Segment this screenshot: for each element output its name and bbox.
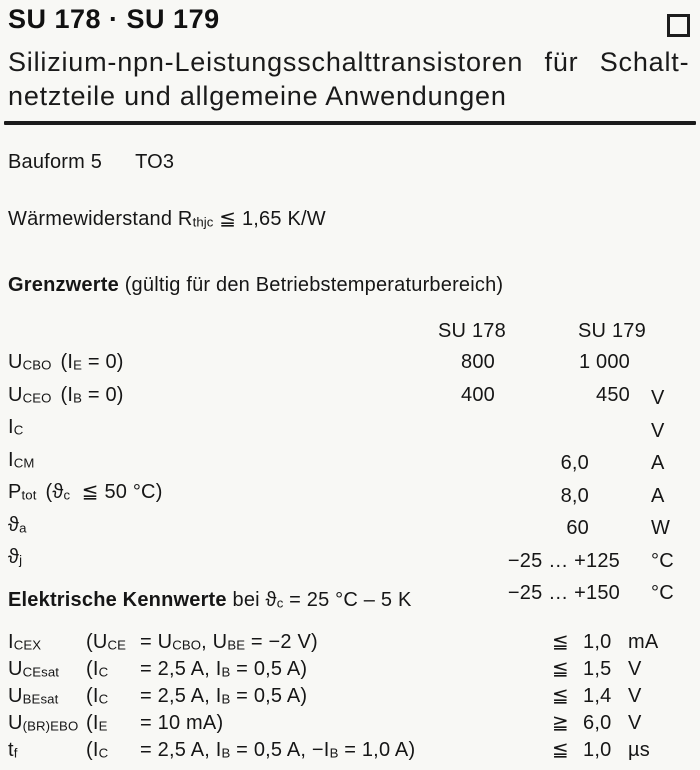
- value-su179: 450: [596, 383, 630, 406]
- value-su178: [385, 476, 495, 512]
- value-su179: [495, 444, 630, 480]
- parameter-condition: (ϑc ≦ 50 °C): [45, 481, 163, 503]
- limit-value: 6,0: [583, 712, 612, 734]
- limit-value: 1,0: [583, 631, 612, 653]
- parameter-symbol: ϑj: [8, 546, 23, 568]
- parameter-condition: (IB = 0): [60, 383, 124, 406]
- limit-sign: ≦: [552, 631, 569, 653]
- parameter-symbol: U(BR)EBO: [8, 712, 79, 734]
- unit-label: V: [651, 419, 665, 442]
- package-code: TO3: [135, 151, 175, 173]
- unit-label: °C: [651, 582, 674, 605]
- limit-sign: ≧: [552, 712, 569, 734]
- unit-label: V: [628, 685, 642, 707]
- parameter-symbol: UCBO: [8, 351, 52, 373]
- unit-label: mA: [628, 631, 659, 653]
- subtitle: [8, 45, 698, 113]
- condition-variable: (IE: [86, 712, 108, 734]
- subtitle-line-1: Silizium-npn-Leistungsschalttransistoren für Schalt-: [8, 47, 690, 77]
- grenzwerte-section-heading: Grenzwerte (gültig für den Betriebstemperaturbereich): [8, 274, 504, 296]
- parameter-symbol: ICM: [8, 448, 35, 471]
- parameter-label: [8, 541, 385, 577]
- characteristic-row: [0, 656, 700, 683]
- value-shared: −25 … +125: [507, 549, 620, 572]
- bauform-label: Bauform 5: [8, 151, 103, 173]
- characteristic-row: [0, 710, 700, 737]
- value-su179: [495, 411, 630, 447]
- limit-value: 1,4: [583, 685, 612, 707]
- limit-sign: ≦: [552, 739, 569, 761]
- parameter-symbol: Ptot: [8, 481, 37, 503]
- unit-label: V: [651, 387, 665, 410]
- condition-expression: = 2,5 A, IB = 0,5 A): [140, 685, 308, 707]
- limit-value: 1,5: [583, 658, 612, 680]
- parameter-symbol: UBEsat: [8, 685, 59, 707]
- page-title: SU 178 · SU 179: [8, 4, 220, 34]
- value-shared: 8,0: [560, 484, 589, 507]
- unit-label: µs: [628, 739, 650, 761]
- parameter-condition: (IE = 0): [60, 351, 124, 373]
- unit-label: V: [628, 658, 642, 680]
- value-shared: −25 … +150: [507, 582, 620, 605]
- unit-label: °C: [651, 549, 674, 572]
- parameter-label: [8, 346, 385, 382]
- parameter-symbol: IC: [8, 416, 24, 438]
- parameter-symbol: UCEsat: [8, 658, 60, 680]
- unit-label: A: [651, 452, 665, 475]
- limit-sign: ≦: [552, 658, 569, 680]
- value-su179: [495, 476, 630, 512]
- characteristic-row: [0, 737, 700, 764]
- limit-value: 1,0: [583, 739, 612, 761]
- condition-variable: (IC: [86, 658, 109, 680]
- kennwerte-table: [0, 629, 700, 764]
- value-su178: [385, 509, 495, 545]
- parameter-label: [8, 379, 385, 415]
- unit-label: A: [651, 484, 665, 507]
- value-su179: [495, 509, 630, 545]
- divider-rule: [4, 121, 696, 125]
- characteristic-row: [0, 683, 700, 710]
- condition-expression: = 2,5 A, IB = 0,5 A): [140, 658, 308, 680]
- parameter-symbol: UCEO: [8, 383, 52, 406]
- thermal-resistance-line: Wärmewiderstand Rthjc ≦ 1,65 K/W: [8, 208, 326, 230]
- subtitle-line-2: netzteile und allgemeine Anwendungen: [8, 81, 507, 111]
- parameter-label: [8, 444, 385, 480]
- condition-variable: (IC: [86, 685, 109, 707]
- kennwerte-section-heading: Elektrische Kennwerte bei ϑc = 25 °C – 5 K: [8, 589, 412, 611]
- column-header-su178: SU 178: [438, 320, 506, 342]
- package-info-line: [8, 151, 174, 174]
- unit-label: V: [628, 712, 642, 734]
- condition-expression: = UCBO, UBE = −2 V): [140, 631, 318, 653]
- value-su178: [385, 541, 495, 577]
- value-su179: [495, 541, 630, 577]
- parameter-label: [8, 476, 385, 512]
- value-su179: 1 000: [578, 351, 630, 373]
- condition-expression: = 10 mA): [140, 712, 224, 734]
- limit-sign: ≦: [552, 685, 569, 707]
- parameter-label: [8, 411, 385, 447]
- parameter-label: [8, 509, 385, 545]
- value-shared: 60: [566, 517, 589, 540]
- corner-checkbox-icon: [667, 14, 690, 37]
- value-su178: [385, 411, 495, 447]
- value-su178: 400: [461, 383, 495, 406]
- parameter-symbol: ICEX: [8, 631, 42, 653]
- value-shared: 6,0: [560, 452, 589, 475]
- condition-variable: (IC: [86, 739, 109, 761]
- condition-variable: (UCE: [86, 631, 127, 653]
- column-headers: [0, 320, 700, 346]
- parameter-symbol: tf: [8, 739, 18, 761]
- parameter-symbol: ϑa: [8, 513, 27, 536]
- value-su178: [385, 444, 495, 480]
- column-header-su179: SU 179: [578, 320, 646, 342]
- value-su178: 800: [461, 351, 495, 373]
- unit-label: W: [651, 517, 671, 540]
- characteristic-row: [0, 629, 700, 656]
- condition-expression: = 2,5 A, IB = 0,5 A, −IB = 1,0 A): [140, 739, 416, 761]
